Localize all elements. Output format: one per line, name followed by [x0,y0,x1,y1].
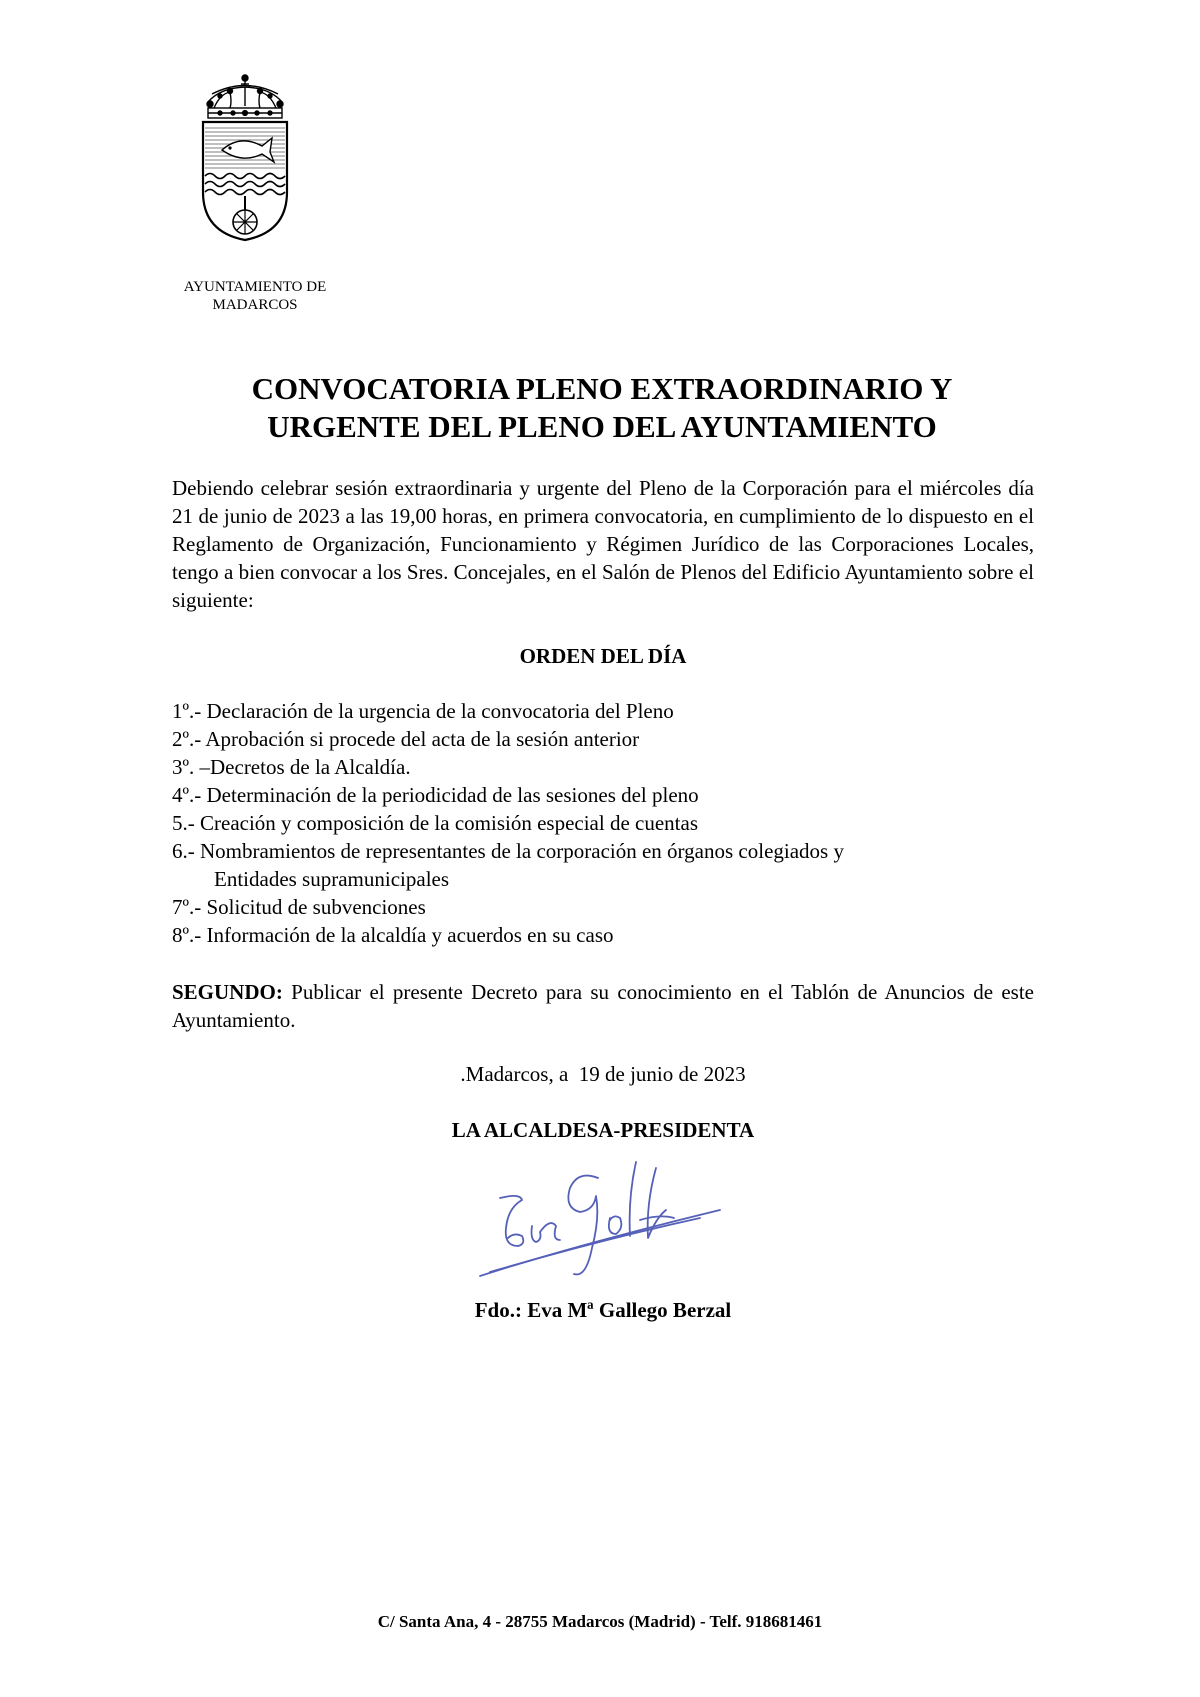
agenda-item: 2º.- Aprobación si procede del acta de la sesión anterior [172,727,640,751]
organization-name-line1: AYUNTAMIENTO DE [183,279,327,295]
footer-address: C/ Santa Ana, 4 - 28755 Madarcos (Madrid) - Telf. 918681461 [377,1612,823,1631]
document-title-line2: URGENTE DEL PLENO DEL AYUNTAMIENTO [267,409,937,444]
second-resolution-paragraph [172,978,1034,1034]
agenda-heading: ORDEN DEL DÍA [519,644,687,668]
handwritten-signature [460,1148,740,1288]
agenda-item-continuation: Entidades supramunicipales [214,867,450,891]
agenda-item: 7º.- Solicitud de subvenciones [172,895,426,919]
agenda-list [172,697,1034,949]
agenda-item: 3º. –Decretos de la Alcaldía. [172,755,411,779]
organization-name [160,278,350,314]
agenda-item: 1º.- Declaración de la urgencia de la convocatoria del Pleno [172,699,674,723]
coat-of-arms-icon [200,72,290,242]
signer-role: LA ALCALDESA-PRESIDENTA [451,1118,755,1142]
signed-by: Fdo.: Eva Mª Gallego Berzal [474,1298,732,1322]
document-title-line1: CONVOCATORIA PLENO EXTRAORDINARIO Y [251,371,953,406]
document-title [172,370,1032,446]
organization-name-line2: MADARCOS [212,297,298,313]
intro-paragraph: Debiendo celebrar sesión extraordinaria y urgente del Pleno de la Corporación para el miércoles día 21 de junio de 2023 a las 19,00 horas, en primera convocatoria, en cumplimiento de lo dispuesto en el Reglamento de Organización, Funcionamiento y Régimen Jurídico de las Corporaciones Locales, tengo a bien convocar a los Sres. Concejales, en el Salón de Plenos del Edificio Ayuntamiento sobre el siguiente: [172,476,1034,612]
agenda-item: 6.- Nombramientos de representantes de la corporación en órganos colegiados y [172,839,844,863]
agenda-item: 5.- Creación y composición de la comisión especial de cuentas [172,811,698,835]
agenda-item: 8º.- Información de la alcaldía y acuerdos en su caso [172,923,614,947]
agenda-item: 4º.- Determinación de la periodicidad de las sesiones del pleno [172,783,699,807]
place-and-date: .Madarcos, a 19 de junio de 2023 [460,1062,746,1086]
second-resolution-text: Publicar el presente Decreto para su conocimiento en el Tablón de Anuncios de este Ayuntamiento. [172,980,1034,1032]
second-resolution-label: SEGUNDO: [172,980,283,1004]
